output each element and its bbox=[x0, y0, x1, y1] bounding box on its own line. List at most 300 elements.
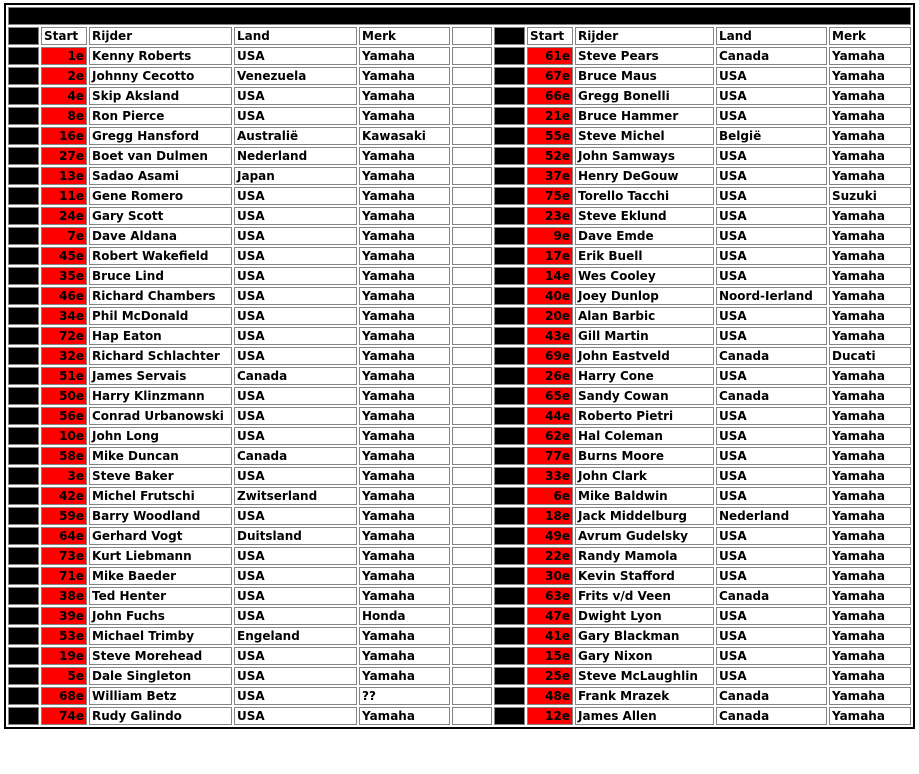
position-cell: 12. bbox=[8, 267, 39, 285]
country-cell: USA bbox=[234, 87, 357, 105]
rider-cell: Ron Pierce bbox=[89, 107, 232, 125]
table-row bbox=[8, 167, 911, 185]
rider-cell: Bruce Lind bbox=[89, 267, 232, 285]
brand-cell: Yamaha bbox=[359, 587, 450, 605]
position-cell: 60. bbox=[494, 547, 525, 565]
start-position-cell: 2e bbox=[41, 67, 87, 85]
position-cell: 19. bbox=[8, 407, 39, 425]
start-position-cell: 15e bbox=[527, 647, 573, 665]
start-position-cell: 40e bbox=[527, 287, 573, 305]
start-position-cell: 24e bbox=[41, 207, 87, 225]
table-row bbox=[8, 67, 911, 85]
country-cell: USA bbox=[716, 207, 827, 225]
brand-cell: Yamaha bbox=[829, 547, 911, 565]
brand-cell: Yamaha bbox=[359, 647, 450, 665]
brand-cell: Yamaha bbox=[829, 127, 911, 145]
rider-cell: John Samways bbox=[575, 147, 714, 165]
start-position-cell: 50e bbox=[41, 387, 87, 405]
rider-cell: Barry Woodland bbox=[89, 507, 232, 525]
table-row bbox=[8, 227, 911, 245]
brand-cell: Yamaha bbox=[359, 287, 450, 305]
table-row bbox=[8, 327, 911, 345]
rider-cell: Hal Coleman bbox=[575, 427, 714, 445]
start-position-cell: 17e bbox=[527, 247, 573, 265]
rider-cell: Dwight Lyon bbox=[575, 607, 714, 625]
country-cell: Engeland bbox=[234, 627, 357, 645]
spacer-cell bbox=[452, 407, 492, 425]
start-position-cell: 26e bbox=[527, 367, 573, 385]
position-cell: 41. bbox=[494, 167, 525, 185]
rider-cell: Roberto Pietri bbox=[575, 407, 714, 425]
rider-cell: Dave Aldana bbox=[89, 227, 232, 245]
spacer-cell bbox=[452, 167, 492, 185]
spacer-cell bbox=[452, 547, 492, 565]
position-cell: 2. bbox=[8, 67, 39, 85]
country-cell: USA bbox=[716, 527, 827, 545]
brand-cell: Yamaha bbox=[829, 567, 911, 585]
position-cell: 40. bbox=[494, 147, 525, 165]
start-position-cell: 43e bbox=[527, 327, 573, 345]
rider-cell: Phil McDonald bbox=[89, 307, 232, 325]
title-row bbox=[8, 7, 911, 25]
rider-cell: Gary Nixon bbox=[575, 647, 714, 665]
position-cell: 18. bbox=[8, 387, 39, 405]
spacer-cell bbox=[452, 487, 492, 505]
position-cell: 55. bbox=[494, 447, 525, 465]
rider-cell: Robert Wakefield bbox=[89, 247, 232, 265]
brand-cell: Yamaha bbox=[829, 367, 911, 385]
brand-cell: Yamaha bbox=[829, 707, 911, 725]
position-cell: 47. bbox=[494, 287, 525, 305]
rider-cell: Mike Baldwin bbox=[575, 487, 714, 505]
country-cell: USA bbox=[234, 287, 357, 305]
country-cell: Canada bbox=[716, 47, 827, 65]
position-cell: 52. bbox=[494, 387, 525, 405]
position-cell: 15. bbox=[8, 327, 39, 345]
table-row bbox=[8, 107, 911, 125]
country-cell: USA bbox=[716, 367, 827, 385]
position-cell: 1. bbox=[8, 47, 39, 65]
rider-cell: Steve McLaughlin bbox=[575, 667, 714, 685]
page-title: Totaaluitslag en trainingsposities DAYTONA 200 1978 bbox=[8, 7, 911, 25]
start-position-cell: 12e bbox=[527, 707, 573, 725]
rider-cell: Gene Romero bbox=[89, 187, 232, 205]
table-row bbox=[8, 427, 911, 445]
brand-cell: Yamaha bbox=[359, 507, 450, 525]
position-cell: 8. bbox=[8, 187, 39, 205]
position-cell: 43. bbox=[494, 207, 525, 225]
rider-cell: Gary Scott bbox=[89, 207, 232, 225]
start-position-cell: 34e bbox=[41, 307, 87, 325]
rider-cell: Jack Middelburg bbox=[575, 507, 714, 525]
brand-cell: Yamaha bbox=[829, 407, 911, 425]
position-cell: 20. bbox=[8, 427, 39, 445]
start-position-cell: 51e bbox=[41, 367, 87, 385]
brand-cell: Yamaha bbox=[829, 607, 911, 625]
start-position-cell: 38e bbox=[41, 587, 87, 605]
country-cell: USA bbox=[716, 167, 827, 185]
start-position-cell: 71e bbox=[41, 567, 87, 585]
rider-cell: Rudy Galindo bbox=[89, 707, 232, 725]
rider-cell: Henry DeGouw bbox=[575, 167, 714, 185]
rider-cell: Dave Emde bbox=[575, 227, 714, 245]
start-position-cell: 58e bbox=[41, 447, 87, 465]
rider-cell: Richard Chambers bbox=[89, 287, 232, 305]
spacer-cell bbox=[452, 567, 492, 585]
country-cell: USA bbox=[234, 507, 357, 525]
table-row bbox=[8, 567, 911, 585]
table-row bbox=[8, 87, 911, 105]
brand-cell: Yamaha bbox=[829, 427, 911, 445]
brand-cell: Yamaha bbox=[359, 107, 450, 125]
brand-cell: Yamaha bbox=[829, 227, 911, 245]
position-cell: 16. bbox=[8, 347, 39, 365]
rider-cell: Erik Buell bbox=[575, 247, 714, 265]
start-position-cell: 75e bbox=[527, 187, 573, 205]
start-position-cell: 33e bbox=[527, 467, 573, 485]
brand-cell: Yamaha bbox=[359, 547, 450, 565]
rider-cell: Joey Dunlop bbox=[575, 287, 714, 305]
table-row bbox=[8, 707, 911, 725]
start-position-cell: 67e bbox=[527, 67, 573, 85]
brand-cell: ?? bbox=[359, 687, 450, 705]
spacer-cell bbox=[452, 287, 492, 305]
rider-cell: Mike Duncan bbox=[89, 447, 232, 465]
position-cell: 27. bbox=[8, 567, 39, 585]
position-cell: 5. bbox=[8, 127, 39, 145]
start-position-cell: 59e bbox=[41, 507, 87, 525]
rider-cell: Gill Martin bbox=[575, 327, 714, 345]
position-cell: 35. bbox=[494, 47, 525, 65]
country-cell: USA bbox=[234, 247, 357, 265]
brand-cell: Yamaha bbox=[829, 467, 911, 485]
start-position-cell: 37e bbox=[527, 167, 573, 185]
position-cell: 45. bbox=[494, 247, 525, 265]
position-cell: 29. bbox=[8, 607, 39, 625]
country-cell: Nederland bbox=[716, 507, 827, 525]
start-position-cell: 27e bbox=[41, 147, 87, 165]
col-header-start-left: Start bbox=[41, 27, 87, 45]
brand-cell: Yamaha bbox=[359, 407, 450, 425]
position-cell: 24. bbox=[8, 507, 39, 525]
position-cell: 66 bbox=[494, 667, 525, 685]
brand-cell: Honda bbox=[359, 607, 450, 625]
spacer-cell bbox=[452, 207, 492, 225]
start-position-cell: 62e bbox=[527, 427, 573, 445]
table-row bbox=[8, 407, 911, 425]
spacer-cell bbox=[452, 647, 492, 665]
brand-cell: Yamaha bbox=[829, 447, 911, 465]
spacer-cell bbox=[452, 347, 492, 365]
position-cell: 46. bbox=[494, 267, 525, 285]
brand-cell: Yamaha bbox=[829, 287, 911, 305]
country-cell: USA bbox=[716, 147, 827, 165]
table-row bbox=[8, 607, 911, 625]
rider-cell: Steve Pears bbox=[575, 47, 714, 65]
table-row bbox=[8, 207, 911, 225]
table-row bbox=[8, 267, 911, 285]
col-header-rider-right: Rijder bbox=[575, 27, 714, 45]
country-cell: USA bbox=[234, 687, 357, 705]
brand-cell: Yamaha bbox=[829, 307, 911, 325]
rider-cell: Burns Moore bbox=[575, 447, 714, 465]
start-position-cell: 23e bbox=[527, 207, 573, 225]
rider-cell: Frank Mrazek bbox=[575, 687, 714, 705]
brand-cell: Yamaha bbox=[359, 267, 450, 285]
rider-cell: Richard Schlachter bbox=[89, 347, 232, 365]
table-row bbox=[8, 527, 911, 545]
start-position-cell: 3e bbox=[41, 467, 87, 485]
brand-cell: Yamaha bbox=[359, 467, 450, 485]
start-position-cell: 10e bbox=[41, 427, 87, 445]
country-cell: Canada bbox=[234, 367, 357, 385]
brand-cell: Yamaha bbox=[359, 567, 450, 585]
rider-cell: Skip Aksland bbox=[89, 87, 232, 105]
spacer-cell bbox=[452, 667, 492, 685]
start-position-cell: 8e bbox=[41, 107, 87, 125]
start-position-cell: 49e bbox=[527, 527, 573, 545]
rider-cell: Steve Baker bbox=[89, 467, 232, 485]
start-position-cell: 19e bbox=[41, 647, 87, 665]
position-cell: 13. bbox=[8, 287, 39, 305]
country-cell: Canada bbox=[716, 387, 827, 405]
spacer-cell bbox=[452, 427, 492, 445]
brand-cell: Suzuki bbox=[829, 187, 911, 205]
brand-cell: Yamaha bbox=[359, 247, 450, 265]
position-cell: 44. bbox=[494, 227, 525, 245]
spacer-header-cell bbox=[452, 27, 492, 45]
rider-cell: Gary Blackman bbox=[575, 627, 714, 645]
table-row bbox=[8, 687, 911, 705]
start-position-cell: 14e bbox=[527, 267, 573, 285]
rider-cell: Conrad Urbanowski bbox=[89, 407, 232, 425]
rider-cell: John Fuchs bbox=[89, 607, 232, 625]
position-header-cell-right bbox=[494, 27, 525, 45]
start-position-cell: 41e bbox=[527, 627, 573, 645]
spacer-cell bbox=[452, 527, 492, 545]
country-cell: USA bbox=[716, 547, 827, 565]
position-cell: 34. bbox=[8, 707, 39, 725]
spacer-cell bbox=[452, 327, 492, 345]
brand-cell: Yamaha bbox=[359, 227, 450, 245]
spacer-cell bbox=[452, 67, 492, 85]
start-position-cell: 32e bbox=[41, 347, 87, 365]
spacer-cell bbox=[452, 367, 492, 385]
brand-cell: Yamaha bbox=[359, 707, 450, 725]
start-position-cell: 9e bbox=[527, 227, 573, 245]
position-cell: 23. bbox=[8, 487, 39, 505]
table-row bbox=[8, 647, 911, 665]
rider-cell: John Long bbox=[89, 427, 232, 445]
spacer-cell bbox=[452, 127, 492, 145]
position-cell: 14. bbox=[8, 307, 39, 325]
country-cell: USA bbox=[234, 707, 357, 725]
position-cell: 36. bbox=[494, 67, 525, 85]
rider-cell: Kurt Liebmann bbox=[89, 547, 232, 565]
brand-cell: Yamaha bbox=[359, 487, 450, 505]
brand-cell: Yamaha bbox=[829, 207, 911, 225]
brand-cell: Yamaha bbox=[829, 647, 911, 665]
position-cell: 48. bbox=[494, 307, 525, 325]
country-cell: USA bbox=[234, 387, 357, 405]
position-cell: 42. bbox=[494, 187, 525, 205]
rider-cell: Randy Mamola bbox=[575, 547, 714, 565]
start-position-cell: 63e bbox=[527, 587, 573, 605]
position-cell: 9. bbox=[8, 207, 39, 225]
table-row bbox=[8, 447, 911, 465]
start-position-cell: 45e bbox=[41, 247, 87, 265]
brand-cell: Yamaha bbox=[829, 687, 911, 705]
col-header-country-right: Land bbox=[716, 27, 827, 45]
country-cell: USA bbox=[716, 247, 827, 265]
country-cell: USA bbox=[234, 567, 357, 585]
position-cell: 63. bbox=[494, 607, 525, 625]
brand-cell: Yamaha bbox=[359, 47, 450, 65]
rider-cell: Hap Eaton bbox=[89, 327, 232, 345]
position-cell: 62. bbox=[494, 587, 525, 605]
start-position-cell: 4e bbox=[41, 87, 87, 105]
brand-cell: Yamaha bbox=[359, 67, 450, 85]
spacer-cell bbox=[452, 707, 492, 725]
country-cell: USA bbox=[716, 647, 827, 665]
position-cell: 53. bbox=[494, 407, 525, 425]
start-position-cell: 69e bbox=[527, 347, 573, 365]
spacer-cell bbox=[452, 247, 492, 265]
rider-cell: Mike Baeder bbox=[89, 567, 232, 585]
start-position-cell: 72e bbox=[41, 327, 87, 345]
country-cell: USA bbox=[716, 627, 827, 645]
brand-cell: Yamaha bbox=[829, 667, 911, 685]
header-row bbox=[8, 27, 911, 45]
country-cell: USA bbox=[234, 327, 357, 345]
rider-cell: Torello Tacchi bbox=[575, 187, 714, 205]
position-header-cell-left bbox=[8, 27, 39, 45]
table-row bbox=[8, 627, 911, 645]
rider-cell: William Betz bbox=[89, 687, 232, 705]
rider-cell: Steve Eklund bbox=[575, 207, 714, 225]
country-cell: USA bbox=[716, 267, 827, 285]
country-cell: USA bbox=[234, 227, 357, 245]
spacer-cell bbox=[452, 627, 492, 645]
rider-cell: Johnny Cecotto bbox=[89, 67, 232, 85]
brand-cell: Yamaha bbox=[829, 67, 911, 85]
brand-cell: Yamaha bbox=[359, 207, 450, 225]
position-cell: 31. bbox=[8, 647, 39, 665]
rider-cell: Steve Morehead bbox=[89, 647, 232, 665]
start-position-cell: 7e bbox=[41, 227, 87, 245]
position-cell: 17. bbox=[8, 367, 39, 385]
start-position-cell: 55e bbox=[527, 127, 573, 145]
start-position-cell: 42e bbox=[41, 487, 87, 505]
rider-cell: Frits v/d Veen bbox=[575, 587, 714, 605]
country-cell: USA bbox=[716, 427, 827, 445]
start-position-cell: 73e bbox=[41, 547, 87, 565]
rider-cell: Boet van Dulmen bbox=[89, 147, 232, 165]
brand-cell: Ducati bbox=[829, 347, 911, 365]
start-position-cell: 74e bbox=[41, 707, 87, 725]
position-cell: 4. bbox=[8, 107, 39, 125]
table-row bbox=[8, 187, 911, 205]
position-cell: 51. bbox=[494, 367, 525, 385]
brand-cell: Yamaha bbox=[829, 327, 911, 345]
rider-cell: Avrum Gudelsky bbox=[575, 527, 714, 545]
brand-cell: Yamaha bbox=[829, 147, 911, 165]
position-cell: 68. bbox=[494, 707, 525, 725]
country-cell: USA bbox=[234, 407, 357, 425]
spacer-cell bbox=[452, 147, 492, 165]
table-row bbox=[8, 147, 911, 165]
position-cell: 37. bbox=[494, 87, 525, 105]
col-header-start-right: Start bbox=[527, 27, 573, 45]
position-cell: 61. bbox=[494, 567, 525, 585]
country-cell: USA bbox=[234, 547, 357, 565]
rider-cell: Wes Cooley bbox=[575, 267, 714, 285]
position-cell: 54. bbox=[494, 427, 525, 445]
table-row bbox=[8, 47, 911, 65]
country-cell: USA bbox=[716, 107, 827, 125]
country-cell: Canada bbox=[234, 447, 357, 465]
country-cell: USA bbox=[234, 607, 357, 625]
spacer-cell bbox=[452, 307, 492, 325]
position-cell: 38. bbox=[494, 107, 525, 125]
position-cell: 10. bbox=[8, 227, 39, 245]
rider-cell: Bruce Maus bbox=[575, 67, 714, 85]
table-row bbox=[8, 467, 911, 485]
rider-cell: Kenny Roberts bbox=[89, 47, 232, 65]
brand-cell: Yamaha bbox=[359, 387, 450, 405]
start-position-cell: 25e bbox=[527, 667, 573, 685]
start-position-cell: 46e bbox=[41, 287, 87, 305]
brand-cell: Yamaha bbox=[359, 147, 450, 165]
brand-cell: Yamaha bbox=[359, 87, 450, 105]
start-position-cell: 64e bbox=[41, 527, 87, 545]
spacer-cell bbox=[452, 47, 492, 65]
position-cell: 32. bbox=[8, 667, 39, 685]
start-position-cell: 61e bbox=[527, 47, 573, 65]
brand-cell: Kawasaki bbox=[359, 127, 450, 145]
brand-cell: Yamaha bbox=[359, 447, 450, 465]
table-row bbox=[8, 547, 911, 565]
table-row bbox=[8, 367, 911, 385]
brand-cell: Yamaha bbox=[359, 347, 450, 365]
rider-cell: James Servais bbox=[89, 367, 232, 385]
rider-cell: Sandy Cowan bbox=[575, 387, 714, 405]
table-row bbox=[8, 387, 911, 405]
start-position-cell: 44e bbox=[527, 407, 573, 425]
spacer-cell bbox=[452, 507, 492, 525]
country-cell: USA bbox=[716, 407, 827, 425]
start-position-cell: 21e bbox=[527, 107, 573, 125]
start-position-cell: 65e bbox=[527, 387, 573, 405]
position-cell: 25. bbox=[8, 527, 39, 545]
start-position-cell: 5e bbox=[41, 667, 87, 685]
spacer-cell bbox=[452, 387, 492, 405]
position-cell: 58. bbox=[494, 507, 525, 525]
brand-cell: Yamaha bbox=[829, 387, 911, 405]
country-cell: Nederland bbox=[234, 147, 357, 165]
position-cell: 67. bbox=[494, 687, 525, 705]
position-cell: 49. bbox=[494, 327, 525, 345]
country-cell: Australië bbox=[234, 127, 357, 145]
brand-cell: Yamaha bbox=[359, 367, 450, 385]
country-cell: Japan bbox=[234, 167, 357, 185]
country-cell: USA bbox=[234, 47, 357, 65]
country-cell: USA bbox=[716, 487, 827, 505]
start-position-cell: 30e bbox=[527, 567, 573, 585]
col-header-brand-left: Merk bbox=[359, 27, 450, 45]
start-position-cell: 13e bbox=[41, 167, 87, 185]
spacer-cell bbox=[452, 267, 492, 285]
